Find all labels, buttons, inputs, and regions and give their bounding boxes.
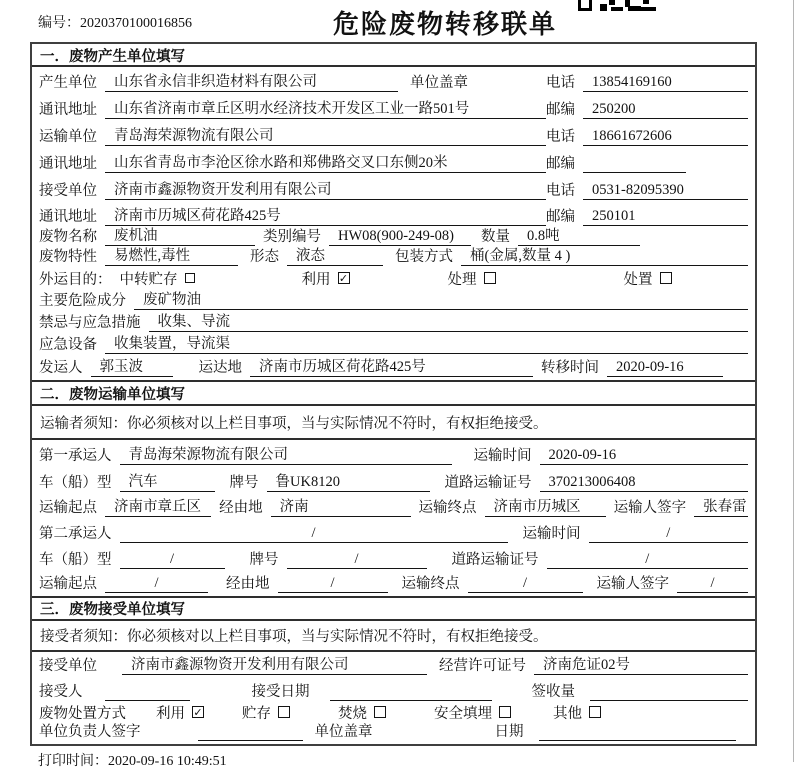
plate-label: 牌号 — [249, 551, 279, 568]
transport-time-value: 2020-09-16 — [540, 447, 749, 465]
transporter-notice-text: 运输者须知：你必须核对以上栏目事项，当与实际情况不符时，有权拒绝接受。 — [40, 415, 548, 432]
checkbox-label: 利用 — [301, 272, 331, 289]
producer-left — [39, 70, 546, 92]
transport-time-label: 运输时间 — [473, 447, 532, 464]
transport-time2-value: / — [589, 525, 749, 543]
plate-label: 牌号 — [229, 474, 259, 491]
permit-label: 经营许可证号 — [439, 658, 526, 675]
unit-seal-label: 单位盖章 — [314, 723, 373, 740]
head-sign-label: 单位负责人签字 — [39, 723, 141, 740]
receiver-value: 济南市鑫源物资开发利用有限公司 — [105, 178, 546, 200]
disposal-label: 废物处置方式 — [39, 706, 126, 723]
hazard-label: 主要危险成分 — [39, 293, 126, 310]
checkbox-icon — [185, 273, 195, 283]
address3-right — [546, 205, 748, 226]
recipient-label: 接受人 — [39, 683, 83, 700]
checkbox-icon — [660, 272, 672, 284]
phone-label: 电话 — [546, 182, 575, 199]
checkbox-checked-icon: ✓ — [193, 705, 203, 719]
emergency-equipment-row — [32, 335, 755, 357]
consignor-row — [32, 357, 755, 380]
transporter-address-value: 山东省青岛市李沧区徐水路和郑佛路交叉口东侧20米 — [105, 151, 546, 173]
category-label: 类别编号 — [263, 229, 321, 246]
checkbox-label: 贮存 — [242, 706, 271, 723]
transporter-zip-value — [583, 172, 686, 173]
producer-address-row — [32, 95, 755, 123]
receiver-address-value: 济南市历城区荷花路425号 — [105, 204, 546, 226]
purpose-option-storage — [120, 268, 195, 289]
road-license-label: 道路运输证号 — [444, 474, 532, 491]
disposal-option-utilize — [156, 702, 204, 723]
zip-label: 邮编 — [546, 102, 575, 119]
serial-number-line — [38, 12, 192, 32]
checkbox-icon — [278, 706, 290, 718]
transporter-value: 青岛海荣源物流有限公司 — [105, 124, 546, 146]
consignor-value: 郭玉波 — [91, 355, 173, 377]
first-carrier-row — [32, 440, 755, 468]
transporter-row — [32, 122, 755, 149]
manifest-form-table — [30, 42, 757, 746]
seal-label: 单位盖章 — [410, 74, 468, 91]
accept-date-label: 接受日期 — [251, 683, 310, 700]
plate-value: 鲁UK8120 — [267, 470, 430, 492]
first-carrier-label: 第一承运人 — [39, 447, 112, 464]
character-label: 废物特性 — [39, 249, 97, 266]
section3-header: 三．废物接受单位填写 — [32, 596, 755, 621]
signed-amount-value — [590, 700, 748, 701]
road-license-label: 道路运输证号 — [451, 551, 539, 568]
vehicle-type-row-1 — [32, 468, 755, 495]
zip-label: 邮编 — [546, 155, 575, 172]
origin-label: 运输起点 — [39, 575, 97, 592]
recipient-value — [105, 700, 190, 701]
receiver-notice-text: 接受者须知：你必须核对以上栏目事项，当与实际情况不符时，有权拒绝接受。 — [40, 629, 548, 646]
phone-label: 电话 — [546, 74, 575, 91]
equipment-label: 应急设备 — [39, 337, 97, 354]
producer-label: 产生单位 — [39, 74, 97, 91]
purpose-option-utilize — [302, 268, 350, 289]
checkbox-label: 利用 — [156, 706, 185, 723]
via-label: 经由地 — [226, 575, 270, 592]
purpose-option-treat — [448, 268, 496, 289]
receiver-notice-row — [32, 621, 755, 653]
road-license2-value: / — [547, 551, 749, 569]
document-title: 危险废物转移联单 — [333, 10, 558, 39]
carrier-sign-label: 运输人签字 — [596, 575, 669, 592]
end-label: 运输终点 — [418, 500, 477, 517]
accept-date-value — [330, 700, 492, 701]
receiver-zip-value: 250101 — [583, 208, 748, 226]
receiver-label: 接受单位 — [39, 182, 97, 199]
receiver-phone-value: 0531-82095390 — [583, 182, 748, 200]
taboo-value: 收集、导流 — [149, 310, 749, 332]
serial-number: 2020370100016856 — [80, 16, 192, 31]
hazard-value: 废矿物油 — [134, 288, 748, 310]
quantity-label: 数量 — [481, 229, 510, 246]
checkbox-label: 安全填埋 — [434, 706, 492, 723]
phone-label: 电话 — [546, 129, 575, 146]
receiver-row — [32, 176, 755, 203]
address2-left — [39, 151, 546, 173]
plate2-value: / — [287, 551, 427, 569]
category-value: HW08(900-249-08) — [329, 228, 471, 246]
disposal-option-storage — [242, 702, 290, 723]
transport-route-row-2 — [32, 572, 755, 596]
packing-label: 包装方式 — [395, 249, 453, 266]
print-time-label: 打印时间： — [38, 754, 108, 769]
print-time-line — [38, 750, 227, 770]
consignor-label: 发运人 — [39, 360, 83, 377]
transport-time-label: 运输时间 — [522, 526, 581, 543]
accept-unit-label: 接受单位 — [39, 658, 97, 675]
checkbox-icon — [589, 706, 601, 718]
producer-row — [32, 67, 755, 95]
end-value: 济南市历城区 — [485, 495, 606, 517]
date-label: 日期 — [494, 723, 524, 740]
transfer-time-label: 转移时间 — [541, 360, 599, 377]
vehicle-type-row-2 — [32, 546, 755, 572]
road-license-value: 370213006408 — [540, 474, 749, 492]
checkbox-label: 其他 — [553, 706, 582, 723]
carrier-sign2-value: / — [677, 575, 748, 593]
transporter-phone-value: 18661672606 — [583, 128, 748, 146]
producer-phone-value: 13854169160 — [583, 74, 748, 92]
carrier-sign-value: 张春雷 — [694, 495, 748, 517]
qr-code-fragment — [578, 0, 656, 11]
purpose-label: 外运目的： — [39, 272, 112, 289]
date-value — [539, 740, 737, 741]
transport-route-row-1 — [32, 495, 755, 521]
second-carrier-label: 第二承运人 — [39, 526, 112, 543]
waste-character-row — [32, 249, 755, 269]
address-label: 通讯地址 — [39, 155, 97, 172]
address1-right — [546, 98, 748, 119]
first-carrier-value: 青岛海荣源物流有限公司 — [120, 443, 452, 465]
vehicle-type2-value: / — [120, 551, 225, 569]
checkbox-icon — [499, 706, 511, 718]
transporter-right — [546, 125, 748, 146]
character-value: 易燃性,毒性 — [105, 244, 238, 266]
permit-value: 济南危证02号 — [534, 653, 748, 675]
vehicle-type-label: 车（船）型 — [39, 551, 112, 568]
via-value: 济南 — [271, 495, 411, 517]
via2-value: / — [278, 575, 388, 593]
checkbox-icon — [484, 272, 496, 284]
quantity-value: 0.8吨 — [518, 224, 640, 246]
print-time-value: 2020-09-16 10:49:51 — [108, 754, 227, 769]
address2-right — [546, 152, 748, 173]
transporter-notice-row — [32, 406, 755, 440]
zip-label: 邮编 — [546, 209, 575, 226]
via-label: 经由地 — [219, 500, 263, 517]
checkbox-label: 处置 — [623, 272, 653, 289]
origin2-value: / — [105, 575, 208, 593]
vehicle-type-value: 汽车 — [120, 470, 215, 492]
packing-value: 桶(金属,数量 4 ) — [461, 244, 748, 266]
taboo-label: 禁忌与应急措施 — [39, 315, 141, 332]
recipient-row — [32, 678, 755, 704]
destination-value: 济南市历城区荷花路425号 — [250, 355, 533, 377]
checkbox-label: 焚烧 — [338, 706, 367, 723]
disposal-option-other — [553, 702, 601, 723]
producer-zip-value: 250200 — [583, 101, 748, 119]
address-label: 通讯地址 — [39, 209, 97, 226]
end2-value: / — [468, 575, 583, 593]
destination-label: 运达地 — [198, 360, 242, 377]
waste-name-value: 废机油 — [105, 224, 255, 246]
receiver-right — [546, 179, 748, 200]
equipment-value: 收集装置，导流渠 — [105, 332, 748, 354]
head-sign-value — [198, 740, 303, 741]
waste-name-label: 废物名称 — [39, 229, 97, 246]
vehicle-type-label: 车（船）型 — [39, 474, 112, 491]
checkbox-label: 处理 — [447, 272, 477, 289]
section2-header: 二．废物运输单位填写 — [32, 380, 755, 406]
transfer-time-value: 2020-09-16 — [607, 359, 723, 377]
serial-label: 编号： — [38, 16, 80, 31]
origin-value: 济南市章丘区 — [105, 495, 211, 517]
transporter-left — [39, 124, 546, 146]
checkbox-icon — [374, 706, 386, 718]
second-carrier-value: / — [120, 525, 508, 543]
purpose-option-dispose — [624, 268, 672, 289]
head-signature-row — [32, 725, 755, 744]
accept-unit-row — [32, 652, 755, 678]
carrier-sign-label: 运输人签字 — [613, 500, 687, 517]
producer-value: 山东省永信非织造材料有限公司 — [105, 70, 398, 92]
second-carrier-row — [32, 520, 755, 546]
receiver-left — [39, 178, 546, 200]
form-value: 液态 — [287, 244, 383, 266]
section1-header: 一．废物产生单位填写 — [32, 44, 755, 67]
form-label: 形态 — [250, 249, 279, 266]
transporter-label: 运输单位 — [39, 129, 97, 146]
signed-amount-label: 签收量 — [531, 683, 575, 700]
producer-address-value: 山东省济南市章丘区明水经济技术开发区工业一路501号 — [105, 97, 546, 119]
address1-left — [39, 97, 546, 119]
end-label: 运输终点 — [401, 575, 460, 592]
origin-label: 运输起点 — [39, 500, 97, 517]
transporter-address-row — [32, 149, 755, 176]
page-edge-line — [793, 0, 794, 762]
checkbox-label: 中转贮存 — [119, 272, 178, 289]
accept-unit-value: 济南市鑫源物资开发利用有限公司 — [122, 653, 427, 675]
address3-left — [39, 204, 546, 226]
address-label: 通讯地址 — [39, 102, 97, 119]
producer-right — [546, 71, 748, 92]
checkbox-checked-icon: ✓ — [338, 271, 349, 285]
